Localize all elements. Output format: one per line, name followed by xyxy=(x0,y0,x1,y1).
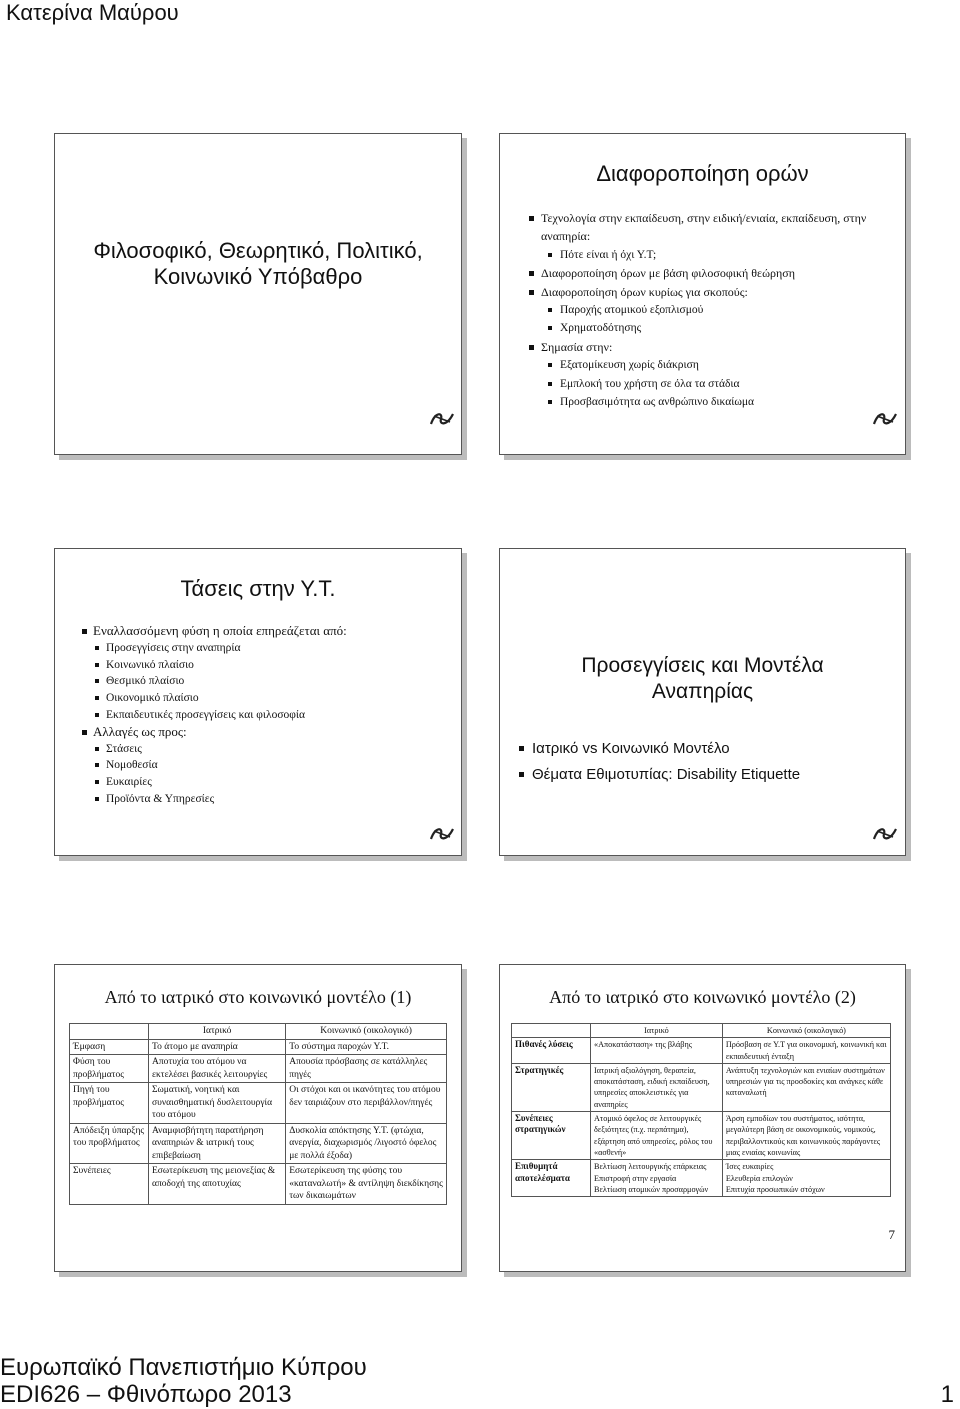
table-row xyxy=(512,1160,891,1197)
bullet-item: Προϊόντα & Υπηρεσίες xyxy=(81,791,347,808)
bullet-item: Εξατομίκευση χωρίς διάκριση xyxy=(528,356,905,374)
slide-6-table xyxy=(511,1023,891,1197)
table-cell: Ίσες ευκαιρίες Ελευθερία επιλογών Επιτυχία προσωπικών στόχων xyxy=(722,1160,890,1197)
bullet-item: Χρηματοδότησης xyxy=(528,319,905,337)
slide-logo-icon xyxy=(872,410,898,428)
bullet-item: Προσεγγίσεις στην αναπηρία xyxy=(81,640,347,657)
slide-4 xyxy=(499,548,906,856)
slide-6-edge-mark: 7 xyxy=(888,1227,895,1242)
slide-4-title: Προσεγγίσεις και Μοντέλα Αναπηρίας xyxy=(581,654,824,703)
slide-1 xyxy=(54,133,462,455)
footer-university: Ευρωπαϊκό Πανεπιστήμιο Κύπρου xyxy=(0,1354,367,1381)
table-cell: «Αποκατάσταση» της βλάβης xyxy=(591,1038,723,1064)
slide-logo-icon xyxy=(429,410,455,428)
slide-2 xyxy=(499,133,906,455)
table-row xyxy=(70,1083,447,1124)
table-row-header: Επιθυμητά αποτελέσματα xyxy=(512,1160,591,1197)
table-cell: Οι στόχοι και οι ικανότητες του ατόμου δεν ταιριάζουν στο περιβάλλον/πηγές xyxy=(286,1083,447,1124)
slide-6-title: Από το ιατρικό στο κοινωνικό μοντέλο (2) xyxy=(549,987,856,1007)
bullet-item: Νομοθεσία xyxy=(81,757,347,774)
slide-5-table xyxy=(69,1023,447,1205)
table-cell: Σωματική, νοητική και συναισθηματική δυσλειτουργία του ατόμου xyxy=(149,1083,286,1124)
slide-6 xyxy=(499,964,906,1272)
page-number: 1 xyxy=(940,1381,954,1408)
bullet-item: Σημασία στην: xyxy=(528,338,905,356)
bullet-item: Εκπαιδευτικές προσεγγίσεις και φιλοσοφία xyxy=(81,707,347,724)
table-row-header: Πηγή του προβλήματος xyxy=(70,1083,149,1124)
bullet-item: Τεχνολογία στην εκπαίδευση, στην ειδική/ενιαία, εκπαίδευση, στην αναπηρία: xyxy=(528,209,905,246)
table-cell: Εσωτερίκευση της μειονεξίας & αποδοχή της αποτυχίας xyxy=(149,1164,286,1205)
table-row-header: Πιθανές λύσεις xyxy=(512,1038,591,1064)
slide-3-title: Τάσεις στην Υ.Τ. xyxy=(180,576,336,601)
bullet-item: Στάσεις xyxy=(81,741,347,758)
table-header-cell xyxy=(70,1024,149,1040)
table-row-header: Συνέπειες στρατηγικών xyxy=(512,1112,591,1160)
table-row xyxy=(512,1063,891,1111)
bullet-item: Εναλλασσόμενη φύση η οποία επηρεάζεται από: xyxy=(81,623,347,640)
table-cell: Αναμφισβήτητη παρατήρηση αναπηριών & ιατρική τους επιβεβαίωση xyxy=(149,1123,286,1164)
bullet-item: Ιατρικό vs Κοινωνικό Μοντέλο xyxy=(518,736,800,762)
bullet-item: Διαφοροποίηση όρων με βάση φιλοσοφική θεώρηση xyxy=(528,264,905,282)
table-row-header: Φύση του προβλήματος xyxy=(70,1055,149,1083)
bullet-item: Διαφοροποίηση όρων κυρίως για σκοπούς: xyxy=(528,283,905,301)
table-row-header: Απόδειξη ύπαρξης του προβλήματος xyxy=(70,1123,149,1164)
slide-logo-icon xyxy=(429,825,455,843)
slide-5-title: Από το ιατρικό στο κοινωνικό μοντέλο (1) xyxy=(104,987,412,1007)
table-cell: Πρόσβαση σε Υ.Τ για οικονομική, κοινωνική και εκπαιδευτική ένταξη xyxy=(722,1038,890,1064)
slide-2-title: Διαφοροποίηση ορών xyxy=(596,161,809,186)
table-row xyxy=(70,1039,447,1055)
table-row xyxy=(512,1112,891,1160)
slide-3-bullet-list xyxy=(81,623,347,808)
bullet-item: Κοινωνικό πλαίσιο xyxy=(81,657,347,674)
slide-1-title: Φιλοσοφικό, Θεωρητικό, Πολιτικό, Κοινωνικό Υπόβαθρο xyxy=(93,238,423,289)
table-row xyxy=(70,1123,447,1164)
bullet-item: Θεσμικό πλαίσιο xyxy=(81,673,347,690)
bullet-item: Ευκαιρίες xyxy=(81,774,347,791)
table-header-cell: Κοινωνικό (οικολογικό) xyxy=(722,1024,890,1038)
bullet-item: Αλλαγές ως προς: xyxy=(81,724,347,741)
table-header-cell xyxy=(512,1024,591,1038)
table-cell: Το άτομο με αναπηρία xyxy=(149,1039,286,1055)
table-header-cell: Ιατρικό xyxy=(591,1024,723,1038)
footer-course: EDI626 – Φθινόπωρο 2013 xyxy=(0,1381,292,1408)
table-cell: Ιατρική αξιολόγηση, θεραπεία, αποκατάσταση, ειδική εκπαίδευση, υπηρεσίες αποκλειστικές για αναπηρίες xyxy=(591,1063,723,1111)
table-cell: Δυσκολία απόκτησης Υ.Τ. (φτώχια, ανεργία, διαχωρισμός /λιγοστό όφελος με πολλά έξοδα) xyxy=(286,1123,447,1164)
slide-4-bullet-list xyxy=(518,736,800,788)
table-row-header: Στρατηγικές xyxy=(512,1063,591,1111)
table-row xyxy=(70,1055,447,1083)
table-row xyxy=(70,1164,447,1205)
table-cell: Βελτίωση λειτουργικής επάρκειας Επιστροφή στην εργασία Βελτίωση ατομικών προσαρμογών xyxy=(591,1160,723,1197)
table-row-header: Συνέπειες xyxy=(70,1164,149,1205)
slide-5 xyxy=(54,964,462,1272)
bullet-item: Θέματα Εθιμοτυπίας: Disability Etiquette xyxy=(518,762,800,788)
table-cell: Ανάπτυξη τεχνολογιών και ενιαίων συστημάτων υπηρεσιών για τις προσδοκίες και ανάγκες κάθε καταναλωτή xyxy=(722,1063,890,1111)
table-cell: Άρση εμποδίων του συστήματος, ισότητα, μεγαλύτερη βάση σε οικονομικούς, νομικούς, περιβαλλοντικούς και κοινωνικούς παράγοντες μιας ενιαίας κοινωνίας xyxy=(722,1112,890,1160)
table-header-cell: Κοινωνικό (οικολογικό) xyxy=(286,1024,447,1040)
slide-2-bullet-list xyxy=(528,209,905,411)
table-cell: Απουσία πρόσβασης σε κατάλληλες πηγές xyxy=(286,1055,447,1083)
bullet-item: Πότε είναι ή όχι Υ.Τ; xyxy=(528,246,905,264)
bullet-item: Οικονομικό πλαίσιο xyxy=(81,690,347,707)
table-cell: Το σύστημα παροχών Υ.Τ. xyxy=(286,1039,447,1055)
author-name: Κατερίνα Μαύρου xyxy=(6,0,179,25)
table-cell: Αποτυχία του ατόμου να εκτελέσει βασικές λειτουργίες xyxy=(149,1055,286,1083)
bullet-item: Εμπλοκή του χρήστη σε όλα τα στάδια xyxy=(528,375,905,393)
table-cell: Ατομικό όφελος σε λειτουργικές δεξιότητες (π.χ. περπάτημα), εξάρτηση από υπηρεσίες, ρόλος του «ασθενή» xyxy=(591,1112,723,1160)
bullet-item: Προσβασιμότητα ως ανθρώπινο δικαίωμα xyxy=(528,393,905,411)
bullet-item: Παροχής ατομικού εξοπλισμού xyxy=(528,301,905,319)
slide-3 xyxy=(54,548,462,856)
table-row-header: Έμφαση xyxy=(70,1039,149,1055)
table-header-cell: Ιατρικό xyxy=(149,1024,286,1040)
slide-logo-icon xyxy=(872,825,898,843)
table-cell: Εσωτερίκευση της φύσης του «καταναλωτή» & αντίληψη διεκδίκησης των δικαιωμάτων xyxy=(286,1164,447,1205)
table-row xyxy=(512,1038,891,1064)
